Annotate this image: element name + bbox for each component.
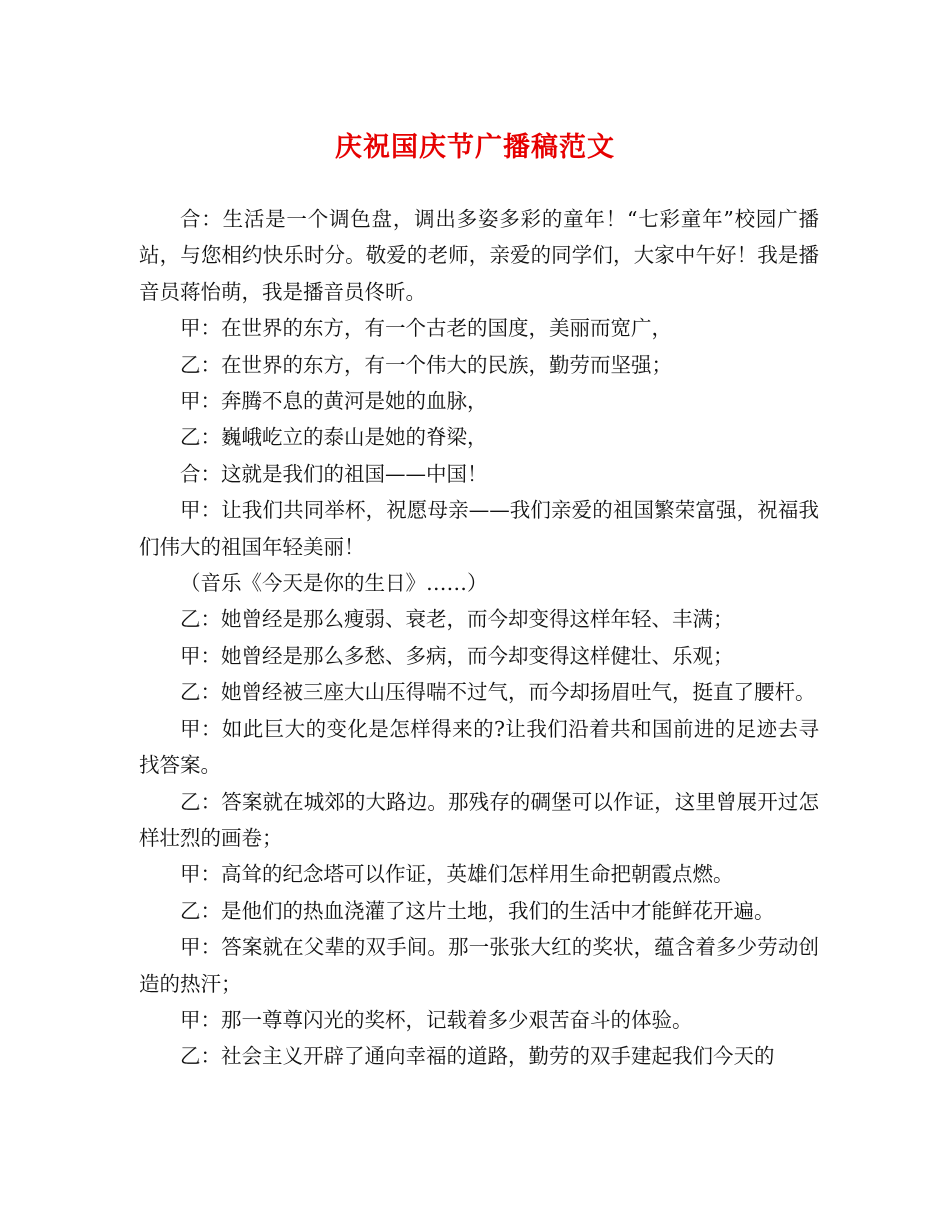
paragraph: 甲：让我们共同举杯，祝愿母亲——我们亲爱的祖国繁荣富强，祝福我们伟大的祖国年轻美丽！: [139, 498, 819, 559]
paragraph: 甲：她曾经是那么多愁、多病，而今却变得这样健壮、乐观；: [180, 643, 734, 668]
paragraph: 甲：在世界的东方，有一个古老的国度，美丽而宽广，: [180, 316, 672, 341]
paragraph: 合：生活是一个调色盘，调出多姿多彩的童年！“七彩童年”校园广播站，与您相约快乐时分。敬爱的老师，亲爱的同学们，大家中午好！我是播音员蒋怡萌，我是播音员佟昕。: [139, 207, 819, 304]
paragraph: 乙：是他们的热血浇灌了这片土地，我们的生活中才能鲜花开遍。: [180, 898, 775, 923]
paragraph: 甲：高耸的纪念塔可以作证，英雄们怎样用生命把朝霞点燃。: [180, 862, 734, 887]
paragraph: 乙：社会主义开辟了通向幸福的道路，勤劳的双手建起我们今天的: [180, 1044, 775, 1069]
paragraph: 甲：那一尊尊闪光的奖杯，记载着多少艰苦奋斗的体验。: [180, 1007, 693, 1032]
document-title: 庆祝国庆节广播稿范文: [335, 132, 615, 163]
paragraph: 甲：答案就在父辈的双手间。那一张张大红的奖状，蕴含着多少劳动创造的热汗；: [139, 935, 819, 996]
paragraph: 乙：巍峨屹立的泰山是她的脊梁，: [180, 425, 488, 450]
document-body: [139, 201, 819, 1075]
paragraph: （音乐《今天是你的生日》……）: [180, 571, 488, 596]
paragraph: 乙：在世界的东方，有一个伟大的民族，勤劳而坚强；: [180, 352, 672, 377]
paragraph: 乙：她曾经是那么瘦弱、衰老，而今却变得这样年轻、丰满；: [180, 607, 734, 632]
paragraph: 合：这就是我们的祖国——中国！: [180, 461, 488, 486]
paragraph: 甲：如此巨大的变化是怎样得来的?让我们沿着共和国前进的足迹去寻找答案。: [139, 716, 819, 778]
paragraph: 乙：答案就在城郊的大路边。那残存的碉堡可以作证，这里曾展开过怎样壮烈的画卷；: [139, 789, 819, 850]
paragraph: 甲：奔腾不息的黄河是她的血脉，: [180, 389, 488, 414]
paragraph: 乙：她曾经被三座大山压得喘不过气，而今却扬眉吐气，挺直了腰杆。: [180, 680, 816, 705]
